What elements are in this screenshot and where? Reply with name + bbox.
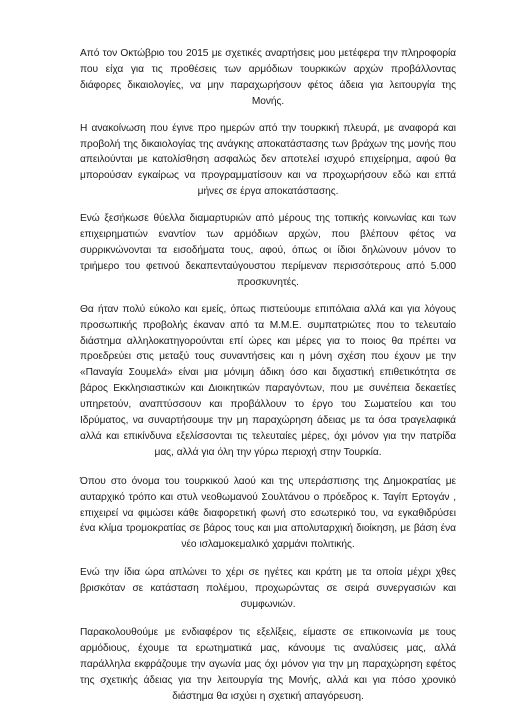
paragraph-4: Θα ήταν πολύ εύκολο και εμείς, όπως πιστεύουμε επιπόλαια αλλά και για λόγους προσωπικής προβολής έκαναν από τα Μ.Μ.Ε. συμπατριώτες που το τελευταίο διάστημα αλληλοκατηγορούνται επί ώρες και μέρες για το ποιος θα πρέπει να προεδρεύει στις μεταξύ τους συναντήσεις και η μόνη σχέση που έχουν με την «Παναγία Σουμελά» είναι μια μόνιμη άδικη όσο και διχαστική επιθετικότητα σε βάρος Εκκλησιαστικών και Διοικητικών παραγόντων, που με συνέπεια δεκαετίες υπηρετούν, αναπτύσσουν και προβάλλουν το έργο του Σωματείου και του Ιδρύματος, να συναρτήσουμε την μη παραχώρηση άδειας με τα όσα τραγελαφικά αλλά και επικίνδυνα εξελίσσονται τις τελευταίες μέρες, όχι μόνον για την πατρίδα μας, αλλά για όλη την γύρω περιοχή στην Τουρκία. <box>80 303 456 458</box>
paragraph-2: Η ανακοίνωση που έγινε προ ημερών από την τουρκική πλευρά, με αναφορά και προβολή της δικαιολογίας της ανάγκης αποκατάστασης των βράχων της μονής που απειλούνται με κατολίσθηση ασφαλώς δεν αποτελεί ισχυρό επιχείρημα, αφού θα μπορούσαν εγκαίρως να προγραμματίσουν και να προχωρήσουν εδώ και επτά μήνες σε έργα αποκατάστασης. <box>80 122 456 198</box>
paragraph-3: Ενώ ξεσήκωσε θύελλα διαμαρτυριών από μέρους της τοπικής κοινωνίας και των επιχειρηματιών εναντίον των αρμόδιων αρχών, που βλέπουν φέτος να συρρικνώνονται τα εισοδήματα τους, αφού, όπως οι ίδιοι δηλώνουν μόνον το τριήμερο του φετινού δεκαπενταύγουστου περίμεναν περισσότερους από 5.000 προσκυνητές. <box>80 213 456 288</box>
paragraph-1: Από τον Οκτώβριο του 2015 με σχετικές αναρτήσεις μου μετέφερα την πληροφορία που είχα για τις προθέσεις των αρμόδιων τουρκικών αρχών προβάλλοντας διάφορες δικαιολογίες, να μην παραχωρήσουν φέτος άδεια για λειτουργία της Μονής. <box>80 48 456 107</box>
paragraph-7: Παρακολουθούμε με ενδιαφέρον τις εξελίξεις, είμαστε σε επικοινωνία με τους αρμόδιους, έχουμε τα ερωτηματικά μας, κάνουμε τις αναλύσεις μας, αλλά παράλληλα εκφράζουμε την αγωνία μας όχι μόνον για την μη παραχώρηση εφέτος της σχετικής άδειας για την λειτουργία της Μονής, αλλά και για πόσο χρονικό διάστημα θα ισχύει η σχετική απαγόρευση. <box>80 627 456 702</box>
paragraph-6: Ενώ την ίδια ώρα απλώνει το χέρι σε ηγέτες και κράτη με τα οποία μέχρι χθες βρισκόταν σε κατάσταση πολέμου, προχωρώντας σε σειρά συνεργασιών και συμφωνιών. <box>80 567 456 611</box>
document-body <box>80 46 456 717</box>
paragraph-5: Όπου στο όνομα του τουρκικού λαού και της υπεράσπισης της Δημοκρατίας με αυταρχικό τρόπο και στυλ νεοθωμανού Σουλτάνου ο πρόεδρος κ. Ταγίπ Ερτογάν , επιχειρεί να φιμώσει κάθε διαφορετική φωνή στο εσωτερικό του, να εγκαθιδρύσει ένα κλίμα τρομοκρατίας σε βάρος τους και μια απολυταρχική διοίκηση, με βάση ένα νέο ισλαμοκεμαλικό χαρμάνι πολιτικής. <box>80 475 456 551</box>
